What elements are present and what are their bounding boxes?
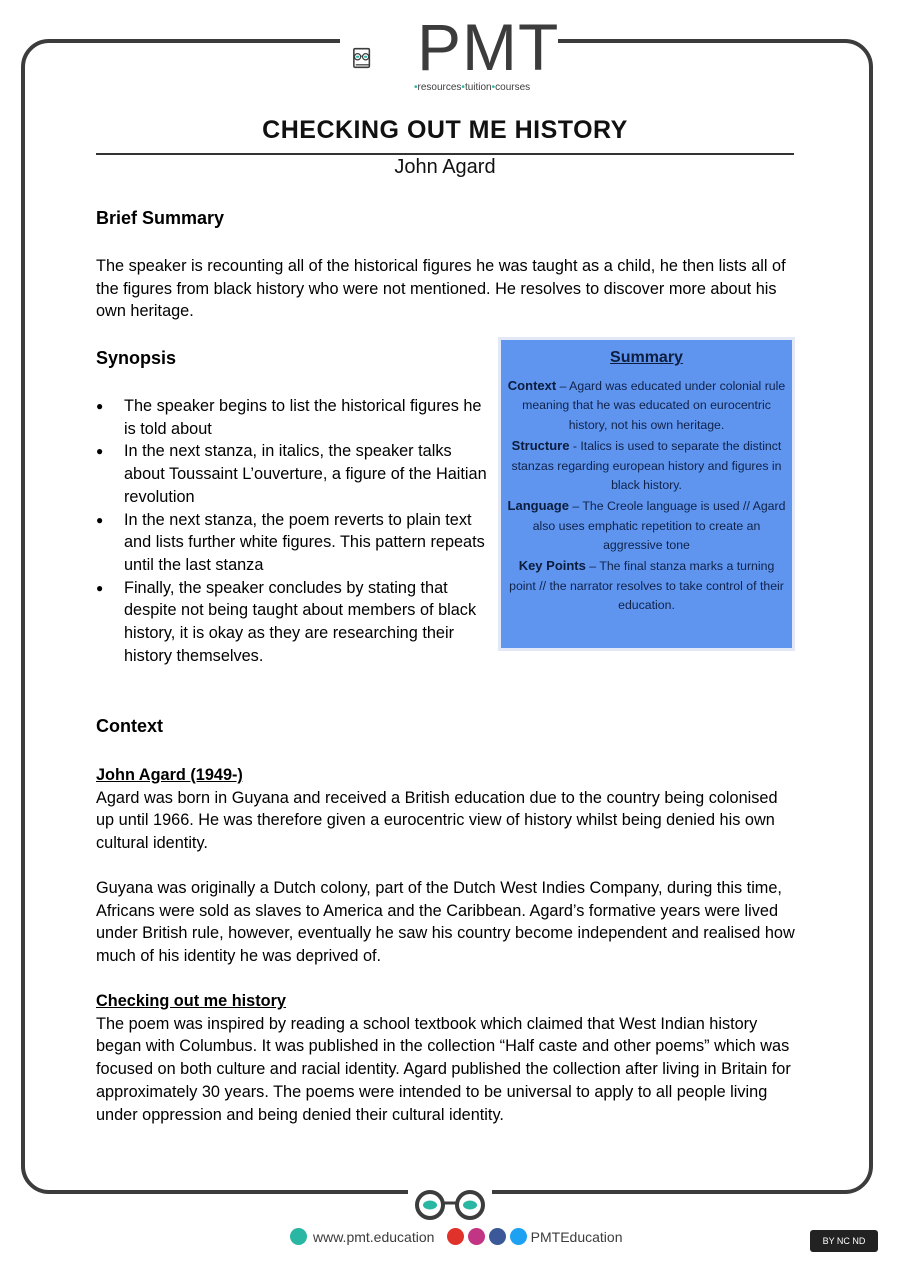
glasses-icon: [408, 1188, 492, 1222]
brief-summary-text: The speaker is recounting all of the historical figures he was taught as a child, he then lists all of the figures from black history who were not mentioned. He resolves to discover more about his own heritage.: [96, 257, 786, 321]
author: John Agard: [394, 156, 496, 178]
context-section-agard: [96, 764, 796, 855]
title-divider: [96, 153, 794, 155]
summary-title: Summary: [610, 349, 683, 366]
context-section-poem: [96, 990, 796, 1126]
facebook-icon: [489, 1228, 506, 1245]
paragraph: Guyana was originally a Dutch colony, part of the Dutch West Indies Company, during this time, Africans were sold as slaves to America and the Caribbean. Agard’s formative years were lived under British rule, however, eventually he saw his country become independent and realised how much of his identity he was deprived of.: [96, 879, 795, 966]
summary-row: Context – Agard was educated under colonial rule meaning that he was educated on eurocentric history, not his own heritage.: [507, 377, 786, 433]
cc-license-badge: BY NC ND: [810, 1230, 878, 1252]
twitter-icon: [510, 1228, 527, 1245]
synopsis-heading: Synopsis: [96, 348, 177, 368]
brief-summary-heading: Brief Summary: [96, 208, 225, 228]
footer-social[interactable]: PMTEducation: [447, 1228, 623, 1245]
list-item: ● The speaker begins to list the historical figures he is told about: [96, 395, 491, 440]
paragraph: Agard was born in Guyana and received a British education due to the country being colonised up until 1966. He was therefore given a eurocentric view of history whilst being denied his own cultural identity.: [96, 788, 778, 853]
book-glasses-icon: [352, 22, 414, 94]
page-title: CHECKING OUT ME HISTORY: [262, 116, 628, 144]
footer-website[interactable]: www.pmt.education: [290, 1228, 434, 1245]
context-heading: Context: [96, 716, 163, 736]
subheading: John Agard (1949-): [96, 766, 243, 784]
summary-row: Structure - Italics is used to separate the distinct stanzas regarding european history and figures in black history.: [511, 437, 782, 493]
summary-row: Key Points – The final stanza marks a turning point // the narrator resolves to take control of their education.: [509, 558, 784, 613]
list-item: ● Finally, the speaker concludes by stating that despite not being taught about members of black history, it is okay as they are researching their history themselves.: [96, 577, 491, 668]
summary-box: [501, 340, 792, 648]
logo-text: PMT: [417, 10, 560, 84]
summary-row: Language – The Creole language is used // Agard also uses emphatic repetition to create an aggressive tone: [507, 497, 786, 553]
subheading: Checking out me history: [96, 992, 286, 1010]
paragraph: The poem was inspired by reading a school textbook which claimed that West Indian history began with Columbus. It was published in the collection “Half caste and other poems” which was focused on both culture and racial identity. Agard published the collection after living in Britain for approximately 30 years. The poems were intended to be universal to apply to all people living under oppression and being denied their cultural identity.: [96, 1014, 791, 1124]
logo-tagline: •resources•tuition•courses: [414, 82, 531, 93]
list-item: ● In the next stanza, in italics, the speaker talks about Toussaint L’ouverture, a figure of the Haitian revolution: [96, 440, 491, 508]
instagram-icon: [468, 1228, 485, 1245]
cursor-icon: [290, 1228, 307, 1245]
list-item: ● In the next stanza, the poem reverts to plain text and lists further white figures. This pattern repeats until the last stanza: [96, 509, 491, 577]
synopsis-list: [96, 395, 491, 667]
youtube-icon: [447, 1228, 464, 1245]
